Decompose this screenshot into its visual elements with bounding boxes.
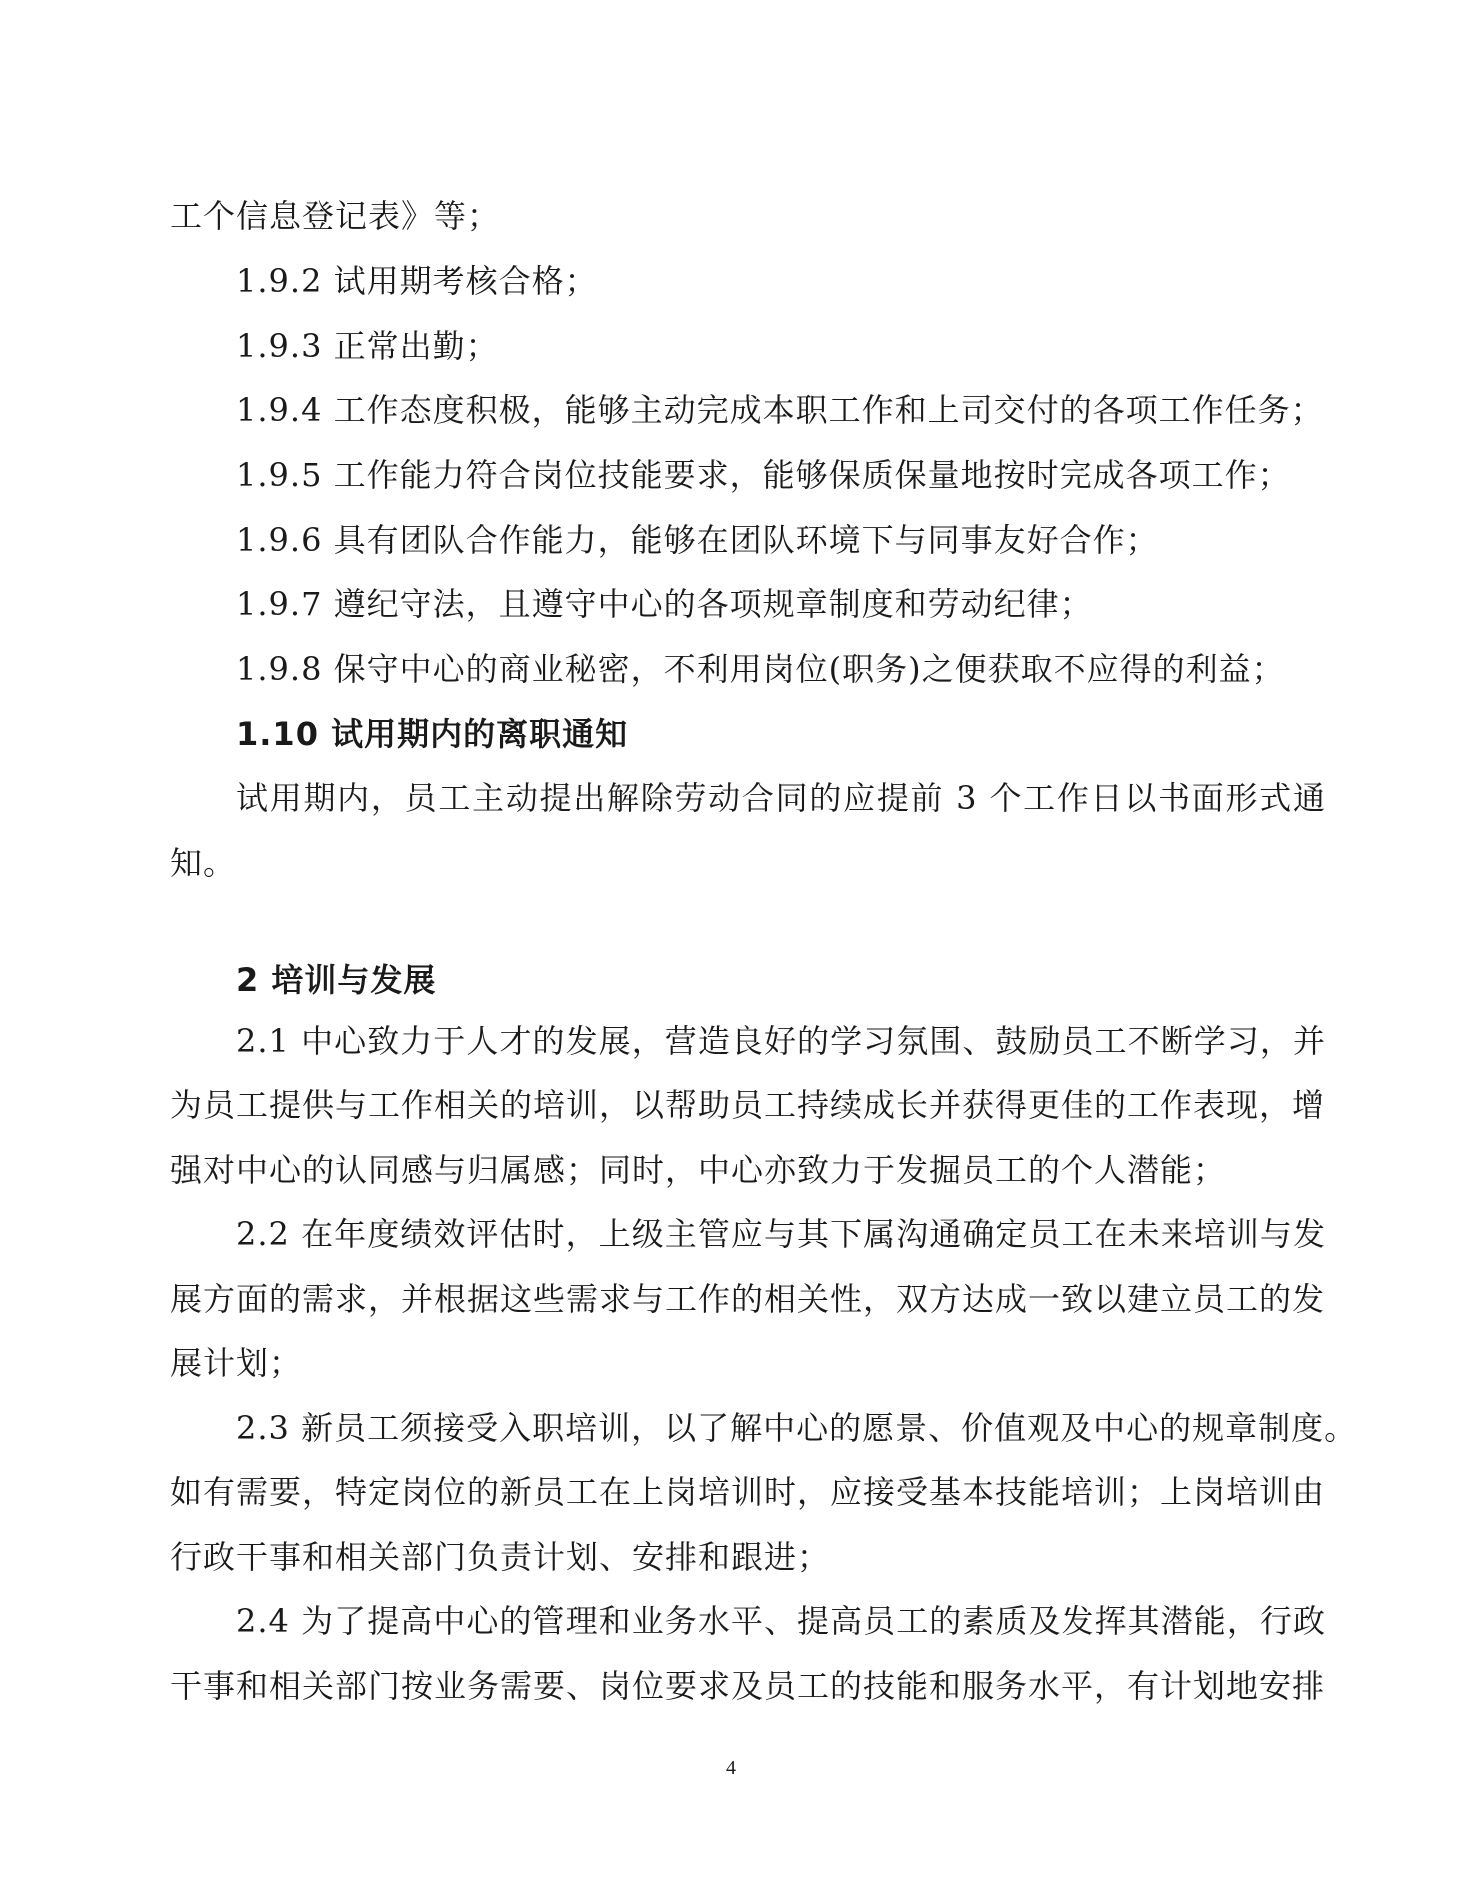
paragraph-line: 试用期内，员工主动提出解除劳动合同的应提前 3 个工作日以书面形式通 (236, 779, 1326, 817)
page-number: 4 (726, 1757, 736, 1779)
paragraph-line: 行政干事和相关部门负责计划、安排和跟进； (170, 1538, 831, 1576)
paragraph-line: 2.2 在年度绩效评估时，上级主管应与其下属沟通确定员工在未来培训与发 (236, 1215, 1326, 1253)
paragraph-line: 2.3 新员工须接受入职培训，以了解中心的愿景、价值观及中心的规章制度。 (236, 1409, 1358, 1447)
list-item-1-9-7: 1.9.7 遵纪守法，且遵守中心的各项规章制度和劳动纪律； (236, 585, 1093, 623)
list-item-1-9-4: 1.9.4 工作态度积极，能够主动完成本职工作和上司交付的各项工作任务； (236, 391, 1324, 429)
paragraph-line: 2.1 中心致力于人才的发展，营造良好的学习氛围、鼓励员工不断学习，并 (236, 1022, 1326, 1060)
paragraph-line: 展方面的需求，并根据这些需求与工作的相关性，双方达成一致以建立员工的发 (170, 1280, 1326, 1318)
text-line: 工个信息登记表》等； (170, 197, 501, 235)
paragraph-line: 如有需要，特定岗位的新员工在上岗培训时，应接受基本技能培训；上岗培训由 (170, 1473, 1326, 1511)
list-item-1-9-8: 1.9.8 保守中心的商业秘密，不利用岗位(职务)之便获取不应得的利益； (236, 650, 1285, 688)
paragraph-line: 展计划； (170, 1344, 303, 1382)
list-item-1-9-5: 1.9.5 工作能力符合岗位技能要求，能够保质保量地按时完成各项工作； (236, 456, 1291, 494)
section-heading-2: 2 培训与发展 (236, 961, 437, 999)
list-item-1-9-3: 1.9.3 正常出勤； (236, 327, 499, 365)
paragraph-line: 2.4 为了提高中心的管理和业务水平、提高员工的素质及发挥其潜能，行政 (236, 1602, 1326, 1640)
paragraph-line: 知。 (170, 844, 237, 882)
list-item-1-9-6: 1.9.6 具有团队合作能力，能够在团队环境下与同事友好合作； (236, 521, 1159, 559)
section-heading-1-10: 1.10 试用期内的离职通知 (236, 715, 629, 753)
list-item-1-9-2: 1.9.2 试用期考核合格； (236, 262, 598, 300)
paragraph-line: 强对中心的认同感与归属感；同时，中心亦致力于发掘员工的个人潜能； (170, 1151, 1227, 1189)
paragraph-line: 为员工提供与工作相关的培训，以帮助员工持续成长并获得更佳的工作表现，增 (170, 1086, 1326, 1124)
paragraph-line: 干事和相关部门按业务需要、岗位要求及员工的技能和服务水平，有计划地安排 (170, 1667, 1326, 1705)
